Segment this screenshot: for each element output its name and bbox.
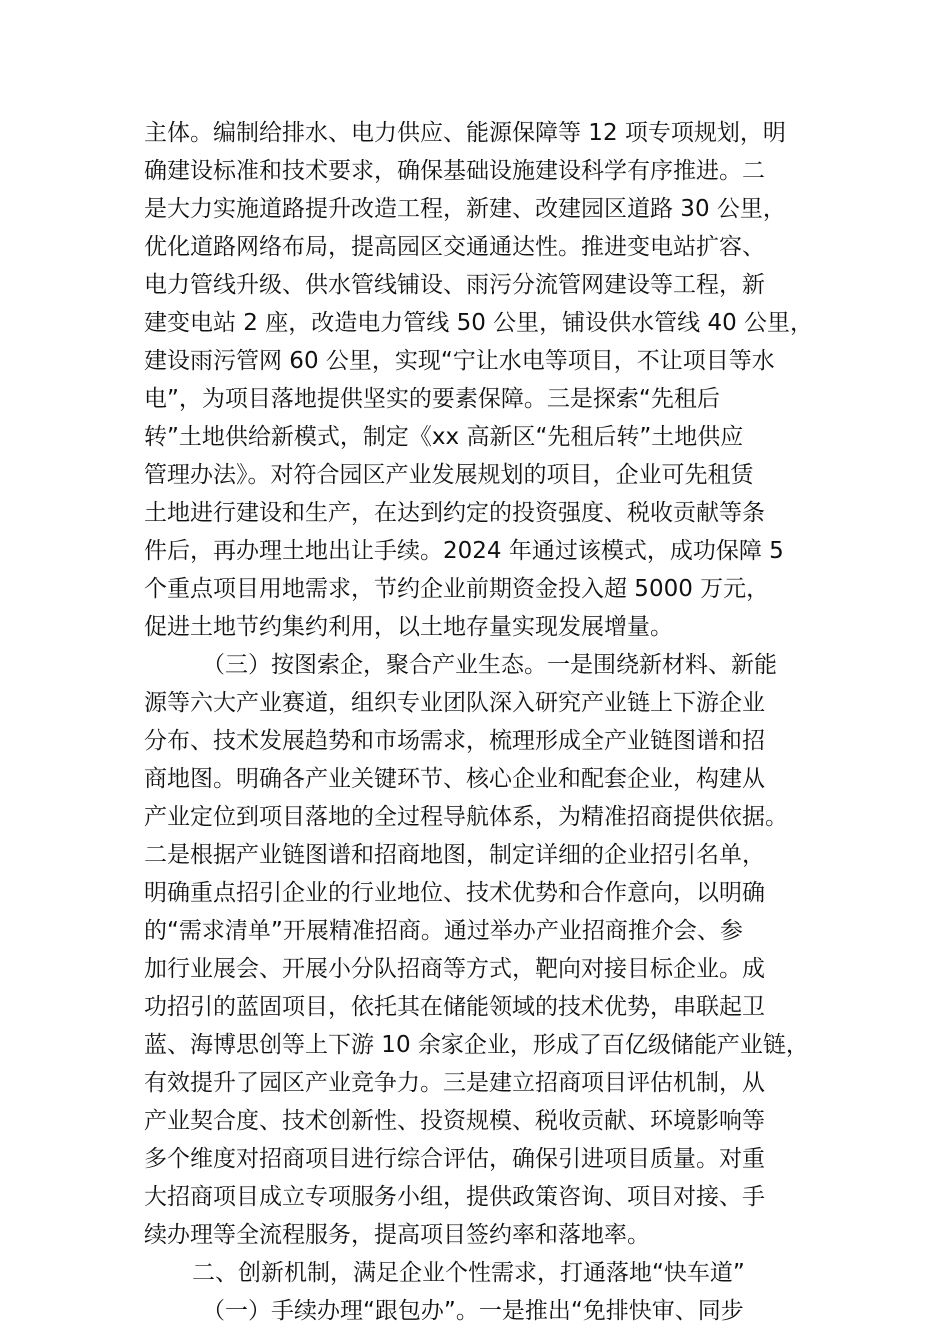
- text-line: 源等六大产业赛道，组织专业团队深入研究产业链上下游企业: [144, 690, 765, 716]
- text-line: 个重点项目用地需求，节约企业前期资金投入超 5000 万元，: [144, 576, 770, 602]
- text-line: 建变电站 2 座，改造电力管线 50 公里，铺设供水管线 40 公里，: [144, 310, 814, 336]
- text-line: 多个维度对招商项目进行综合评估，确保引进项目质量。对重: [144, 1146, 765, 1172]
- text-line: 产业契合度、技术创新性、投资规模、税收贡献、环境影响等: [144, 1108, 765, 1134]
- text-line: 主体。编制给排水、电力供应、能源保障等 12 项专项规划，明: [144, 120, 786, 146]
- section-heading: （三）按图索企，聚合产业生态。一是围绕新材料、新能: [202, 652, 777, 678]
- text-line: 管理办法》。对符合园区产业发展规划的项目，企业可先租赁: [144, 462, 754, 488]
- section-heading: 二、创新机制，满足企业个性需求，打通落地“快车道”: [192, 1260, 745, 1286]
- text-line: 是大力实施道路提升改造工程，新建、改建园区道路 30 公里，: [144, 196, 786, 222]
- text-line: 续办理等全流程服务，提高项目签约率和落地率。: [144, 1222, 650, 1248]
- text-line: 电力管线升级、供水管线铺设、雨污分流管网建设等工程，新: [144, 272, 765, 298]
- text-line: 件后，再办理土地出让手续。2024 年通过该模式，成功保障 5: [144, 538, 784, 564]
- text-line: 土地进行建设和生产，在达到约定的投资强度、税收贡献等条: [144, 500, 765, 526]
- text-line: 二是根据产业链图谱和招商地图，制定详细的企业招引名单，: [144, 842, 765, 868]
- text-line: 产业定位到项目落地的全过程导航体系，为精准招商提供依据。: [144, 804, 788, 830]
- text-line: 转”土地供给新模式，制定《xx 高新区“先租后转”土地供应: [144, 424, 744, 450]
- text-line: 功招引的蓝固项目，依托其在储能领域的技术优势，串联起卫: [144, 994, 765, 1020]
- text-line: 明确重点招引企业的行业地位、技术优势和合作意向，以明确: [144, 880, 765, 906]
- text-line: 商地图。明确各产业关键环节、核心企业和配套企业，构建从: [144, 766, 765, 792]
- text-line: 有效提升了园区产业竞争力。三是建立招商项目评估机制，从: [144, 1070, 765, 1096]
- text-line: 分布、技术发展趋势和市场需求，梳理形成全产业链图谱和招: [144, 728, 765, 754]
- text-line: 促进土地节约集约利用，以土地存量实现发展增量。: [144, 614, 673, 640]
- text-line: 加行业展会、开展小分队招商等方式，靶向对接目标企业。成: [144, 956, 765, 982]
- text-line: 的“需求清单”开展精准招商。通过举办产业招商推介会、参: [144, 918, 743, 944]
- section-subheading: （一）手续办理“跟包办”。一是推出“免排快审、同步: [202, 1298, 744, 1324]
- text-line: 优化道路网络布局，提高园区交通通达性。推进变电站扩容、: [144, 234, 765, 260]
- text-line: 蓝、海博思创等上下游 10 余家企业，形成了百亿级储能产业链，: [144, 1032, 809, 1058]
- text-line: 大招商项目成立专项服务小组，提供政策咨询、项目对接、手: [144, 1184, 765, 1210]
- text-line: 电”，为项目落地提供坚实的要素保障。三是探索“先租后: [144, 386, 720, 412]
- text-line: 建设雨污管网 60 公里，实现“宁让水电等项目，不让项目等水: [144, 348, 775, 374]
- text-line: 确建设标准和技术要求，确保基础设施建设科学有序推进。二: [144, 158, 765, 184]
